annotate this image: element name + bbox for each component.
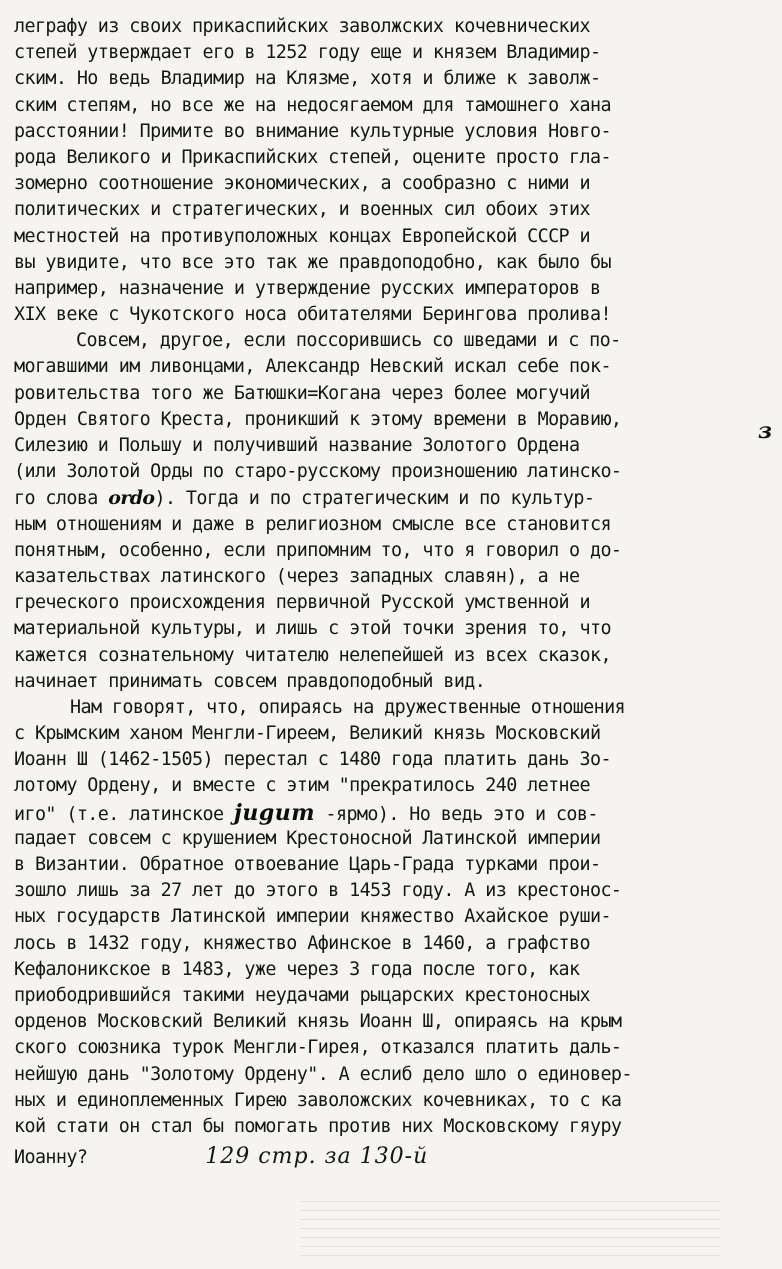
- text-line: орденов Московский Великий князь Иоанн Ш, опираясь на крым: [14, 1011, 622, 1033]
- handwritten-folio-note: 129 стр. за 130-й: [205, 1144, 429, 1170]
- text-line: ским степям, но все же на недосягаемом для тамошнего хана: [14, 94, 611, 116]
- handwritten-jugum: jugum: [233, 799, 316, 826]
- text-line: кажется сознательному читателю нелепейшей из всех сказок,: [14, 644, 611, 666]
- text-line: ным отношениям и даже в религиозном смысле все становится: [14, 513, 611, 535]
- line-segment: иго" (т.е. латинское: [14, 803, 234, 825]
- text-line: Кефалоникское в 1483, уже через 3 года после того, как: [14, 958, 580, 980]
- text-line: греческого происхождения первичной Русской умственной и: [14, 592, 590, 614]
- text-line: например, назначение и утверждение русских императоров в: [14, 277, 601, 299]
- text-line: Иоанн Ш (1462-1505) перестал с 1480 года платить дань Зо-: [14, 749, 611, 771]
- text-line: рода Великого и Прикаспийских степей, оцените просто гла-: [14, 146, 611, 168]
- text-line: нейшую дань "Золотому Ордену". А еслиб дело шло о единовер-: [14, 1063, 632, 1085]
- show-through-texture: [300, 1196, 720, 1256]
- text-line: местностей на противуположных концах Европейской СССР и: [14, 225, 590, 247]
- text-line: ровительства того же Батюшки=Когана через более могучий: [14, 382, 590, 404]
- text-line: ского союзника турок Менгли-Гирея, отказался платить даль-: [14, 1037, 622, 1059]
- text-line: XIX веке с Чукотского носа обитателями Берингова пролива!: [14, 304, 611, 326]
- line-segment: ). Тогда и по стратегическим и по культур-: [154, 488, 595, 510]
- text-line: лось в 1432 году, княжество Афинское в 1460, а графство: [14, 932, 590, 954]
- text-line: вы увидите, что все это так же правдоподобно, как было бы: [14, 251, 611, 273]
- text-line: могавшими им ливонцами, Александр Невский искал себе пок-: [14, 356, 611, 378]
- text-line: кой стати он стал бы помогать против них Московскому гяуру: [14, 1115, 622, 1137]
- text-line: расстоянии! Примите во внимание культурные условия Новго-: [14, 120, 611, 142]
- handwritten-ordo: ordo: [108, 487, 155, 510]
- text-line: зомерно соотношение экономических, а сообразно с ними и: [14, 173, 590, 195]
- paragraph-start-line: Совсем, другое, если поссорившись со шведами и с по-: [76, 330, 621, 352]
- text-line: Орден Святого Креста, проникший к этому времени в Моравию,: [14, 408, 622, 430]
- text-line: падает совсем с крушением Крестоносной Латинской империи: [14, 827, 601, 849]
- text-line-with-handwriting: [14, 485, 772, 511]
- text-line: политических и стратегических, и военных сил обоих этих: [14, 199, 590, 221]
- text-line: с Крымским ханом Менгли-Гиреем, Великий князь Московский: [14, 723, 601, 745]
- text-line: казательствах латинского (через западных славян), а не: [14, 565, 580, 587]
- text-line: ским. Но ведь Владимир на Клязме, хотя и ближе к заволж-: [14, 68, 601, 90]
- text-line: ных и единоплеменных Гирею заволожских кочевниках, то с ка: [14, 1089, 622, 1111]
- text-line: зошло лишь за 27 лет до этого в 1453 году. А из крестонос-: [14, 880, 622, 902]
- text-line: материальной культуры, и лишь с этой точки зрения то, что: [14, 618, 611, 640]
- paragraph-start-line: Нам говорят, что, опираясь на дружественные отношения: [70, 696, 626, 718]
- text-line: леграфу из своих прикаспийских заволжских кочевнических: [14, 16, 590, 37]
- body-text: [14, 14, 772, 1170]
- text-line-with-handwriting: [14, 800, 772, 826]
- text-line: Силезию и Польшу и получивший название Золотого Ордена: [14, 435, 580, 456]
- text-line: (или Золотой Орды по старо-русскому произношению латинско-: [14, 461, 622, 483]
- text-line: ных государств Латинской империи княжество Ахайское руши-: [14, 906, 611, 928]
- text-line: лотому Ордену, и вместе с этим "прекратилось 240 летнее: [14, 775, 590, 797]
- text-line: степей утверждает его в 1252 году еще и князем Владимир-: [14, 42, 601, 64]
- final-line: [14, 1144, 772, 1170]
- margin-correction-mark: з: [757, 418, 772, 444]
- text-line: понятным, особенно, если припомним то, что я говорил о до-: [14, 539, 622, 561]
- line-segment: -ярмо). Но ведь это и сов-: [315, 803, 598, 825]
- text-line: начинает принимать совсем правдоподобный вид.: [14, 670, 486, 692]
- line-segment: го слова: [14, 488, 109, 510]
- text-line: в Византии. Обратное отвоевание Царь-Града турками прои-: [14, 854, 601, 875]
- text-line: приободрившийся такими неудачами рыцарских крестоносных: [14, 984, 590, 1006]
- last-words: Иоанну?: [14, 1147, 88, 1169]
